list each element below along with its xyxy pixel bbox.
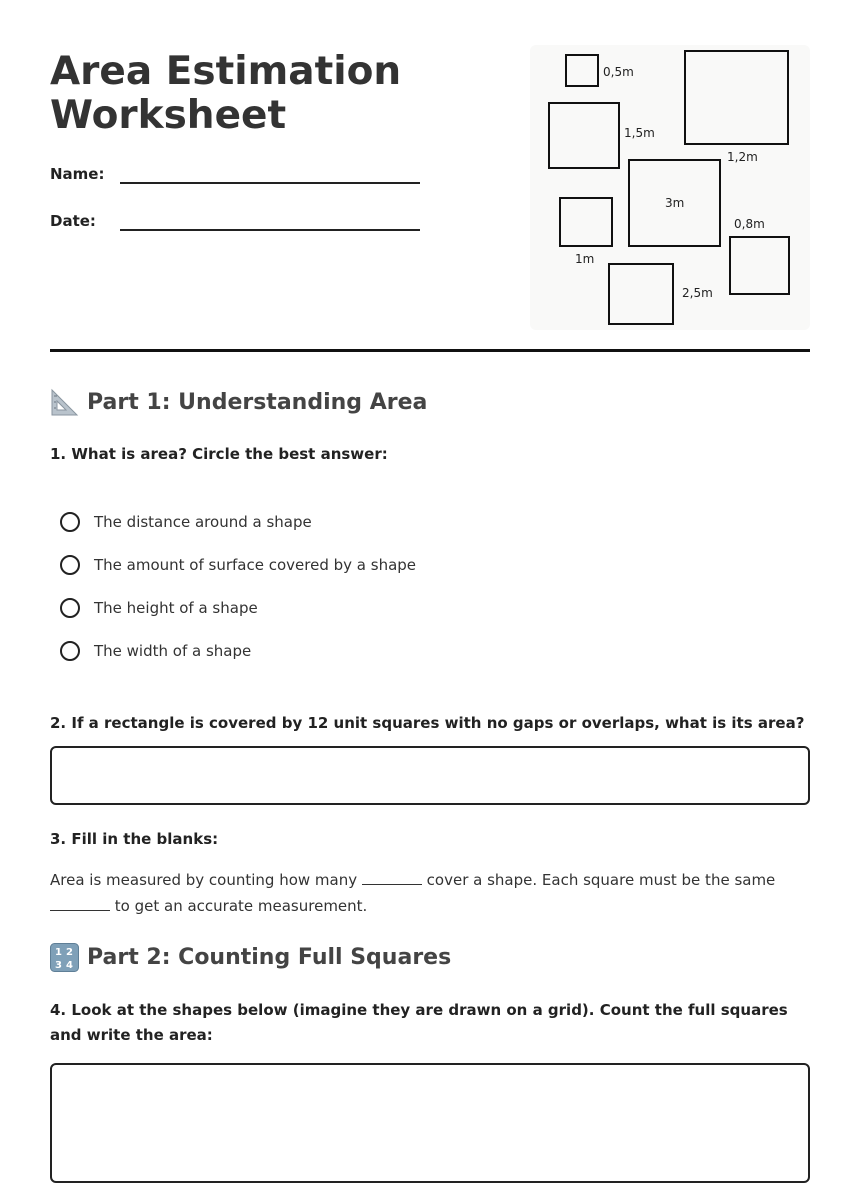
label-1m: 1m [575,252,595,266]
option-4[interactable] [60,638,251,664]
name-field-row [50,165,430,195]
shapes-figure [530,45,810,330]
option-1[interactable] [60,509,312,535]
label-1-5m: 1,5m [624,126,655,140]
square-0-5m [566,55,598,86]
date-field-row [50,212,430,242]
label-0-8m: 0,8m [734,217,765,231]
date-label: Date: [50,212,96,230]
title-line-1: Area Estimation [50,49,402,94]
option-label: The distance around a shape [94,513,312,531]
triangle-ruler-icon [50,388,79,417]
question-2: 2. If a rectangle is covered by 12 unit squares with no gaps or overlaps, what is its area? [50,714,805,732]
square-1m [560,198,612,246]
option-3[interactable] [60,595,258,621]
name-label: Name: [50,165,105,183]
header-divider [50,349,810,352]
label-2-5m: 2,5m [682,286,713,300]
label-0-5m: 0,5m [603,65,634,79]
blank-1[interactable] [362,870,422,885]
square-2-5m [609,264,673,324]
blank-2[interactable] [50,896,110,911]
label-3m: 3m [665,196,685,210]
part2-heading [50,943,451,972]
radio-circle[interactable] [60,512,80,532]
question-4-answer-box[interactable] [50,1063,810,1183]
numbers-1234-icon [50,943,79,972]
question-2-answer-box[interactable] [50,746,810,805]
svg-text:4: 4 [66,960,73,971]
radio-circle[interactable] [60,641,80,661]
option-label: The width of a shape [94,642,252,660]
name-line-input[interactable] [120,182,420,184]
fill-text-b: cover a shape. Each square must be the same [426,871,776,889]
shapes-figure-svg [530,45,810,330]
fill-in-blanks-text [50,867,810,919]
svg-text:3: 3 [55,960,62,971]
svg-text:2: 2 [66,947,73,958]
radio-circle[interactable] [60,555,80,575]
title-line-2: Worksheet [50,93,287,138]
option-label: The amount of surface covered by a shape [94,556,417,574]
option-label: The height of a shape [94,599,258,617]
label-1-2m: 1,2m [727,150,758,164]
svg-text:1: 1 [55,947,62,958]
fill-text-a: Area is measured by counting how many [50,871,358,889]
square-1-2m [685,51,788,144]
part2-heading-text: Part 2: Counting Full Squares [87,945,452,970]
square-1-5m [549,103,619,168]
date-line-input[interactable] [120,229,420,231]
question-4: 4. Look at the shapes below (imagine they are drawn on a grid). Count the full squares and write the area: [50,1001,788,1044]
part1-heading [50,388,427,417]
question-3: 3. Fill in the blanks: [50,830,219,848]
option-2[interactable] [60,552,416,578]
question-1: 1. What is area? Circle the best answer: [50,445,388,463]
fill-text-c: to get an accurate measurement. [114,897,368,915]
square-0-8m [730,237,789,294]
radio-circle[interactable] [60,598,80,618]
part1-heading-text: Part 1: Understanding Area [87,390,428,415]
page-title [50,50,470,138]
